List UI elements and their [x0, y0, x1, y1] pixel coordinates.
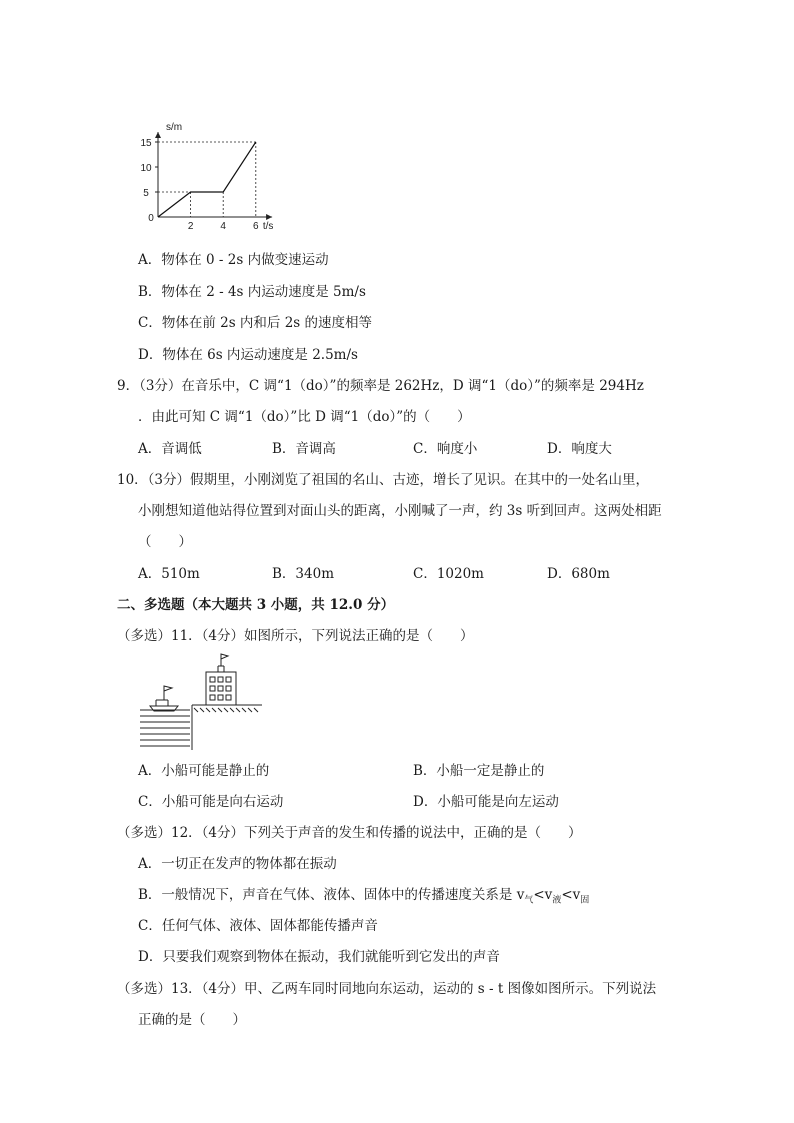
subscript-gas: 气 [524, 895, 534, 906]
q10-option-b: B．340m [272, 566, 334, 582]
q9-stem-line2: ．由此可知 C 调“1（do）”比 D 调“1（do）”的（ ） [138, 409, 471, 425]
v-symbol: v [572, 887, 581, 903]
q9-option-c: C．响度小 [413, 441, 478, 457]
v-symbol: v [544, 887, 553, 903]
boat-building-figure [138, 650, 268, 752]
q10-stem-line1: 10．（3分）假期里，小刚浏览了祖国的名山、古迹，增长了见识。在其中的一处名山里， [117, 472, 650, 488]
q12-option-c: C．任何气体、液体、固体都能传播声音 [138, 918, 378, 934]
subscript-solid: 固 [580, 895, 590, 906]
x-axis-label: t/s [262, 221, 274, 232]
q12-option-a: A．一切正在发声的物体都在振动 [138, 856, 337, 872]
x-tick-label: 6 [253, 221, 259, 232]
st-graph [138, 100, 288, 235]
q9-option-d: D．响度大 [547, 441, 612, 457]
y-axis-label: s/m [166, 122, 183, 133]
q10-option-d: D．680m [547, 566, 610, 582]
origin-label: 0 [148, 213, 154, 224]
q10-option-c: C．1020m [413, 566, 484, 582]
q9-option-a: A．音调低 [138, 441, 202, 457]
q8-option-c: C．物体在前 2s 内和后 2s 的速度相等 [138, 315, 373, 331]
subscript-liquid: 液 [552, 895, 562, 906]
q8-option-a: A．物体在 0 - 2s 内做变速运动 [138, 252, 329, 268]
x-tick-label: 4 [220, 221, 226, 232]
less-than-sign: < [561, 887, 573, 903]
q12-stem: （多选）12．（4分）下列关于声音的发生和传播的说法中，正确的是（ ） [117, 825, 582, 841]
x-tick-label: 2 [187, 221, 194, 232]
q9-option-b: B．音调高 [272, 441, 336, 457]
boat-icon [150, 686, 178, 711]
y-tick-label: 5 [143, 188, 149, 199]
q10-stem-line2: 小刚想知道他站得位置到对面山头的距离，小刚喊了一声，约 3s 听到回声。这两处相距 [138, 503, 662, 519]
less-than-sign: < [533, 887, 545, 903]
water-icon [140, 710, 190, 746]
q12-option-d: D．只要我们观察到物体在振动，我们就能听到它发出的声音 [138, 949, 500, 965]
y-tick-label: 10 [140, 163, 152, 174]
x-axis-arrow-icon [266, 214, 272, 220]
riverbank-icon [192, 705, 262, 750]
y-axis-arrow-icon [155, 132, 161, 138]
y-tick-label: 15 [140, 138, 152, 149]
q13-stem-line1: （多选）13．（4分）甲、乙两车同时同地向东运动，运动的 s - t 图像如图所示。下列说法 [117, 981, 657, 997]
q12-option-b [138, 883, 589, 906]
section-heading: 二、多选题（本大题共 3 小题，共 12.0 分） [117, 597, 395, 613]
q12-option-b-text: B．一般情况下，声音在气体、液体、固体中的传播速度关系是 v [138, 887, 525, 903]
series-line [158, 142, 256, 217]
q13-stem-line2: 正确的是（ ） [138, 1012, 246, 1028]
q8-option-b: B．物体在 2 - 4s 内运动速度是 5m/s [138, 284, 366, 300]
q11-stem: （多选）11．（4分）如图所示，下列说法正确的是（ ） [117, 628, 474, 644]
q11-option-b: B．小船一定是静止的 [413, 763, 545, 779]
building-icon [206, 654, 236, 705]
q11-option-a: A．小船可能是静止的 [138, 763, 270, 779]
q8-option-d: D．物体在 6s 内运动速度是 2.5m/s [138, 347, 358, 363]
q10-option-a: A．510m [138, 566, 200, 582]
q10-stem-line3: （ ） [138, 534, 192, 550]
q11-option-d: D．小船可能是向左运动 [413, 794, 559, 810]
q9-stem-line1: 9．（3分）在音乐中，C 调“1（do）”的频率是 262Hz，D 调“1（do）”的频率是 294Hz [117, 378, 644, 394]
q11-option-c: C．小船可能是向右运动 [138, 794, 284, 810]
